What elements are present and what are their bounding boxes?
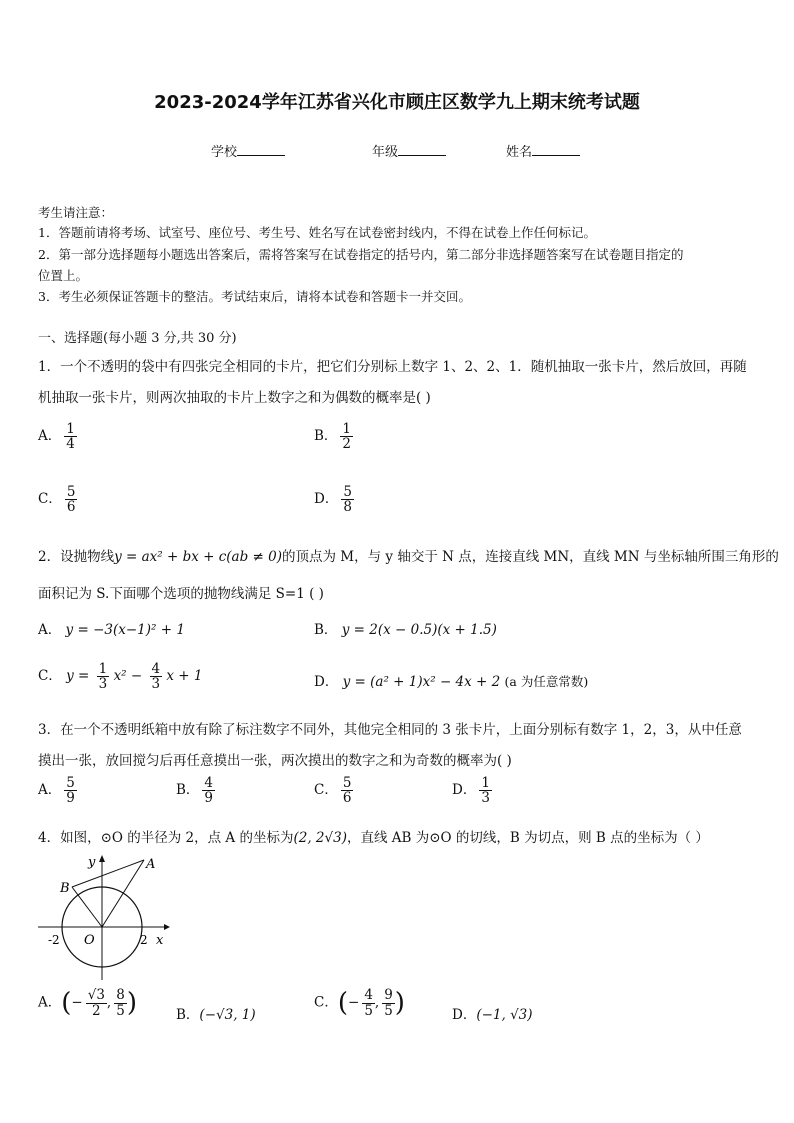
q4-option-d[interactable]: D．(−1, √3) — [452, 1007, 533, 1023]
tangent-ab — [72, 860, 144, 887]
section-heading: 一、选择题(每小题 3 分,共 30 分) — [38, 331, 237, 346]
name-label: 姓名 — [506, 145, 533, 160]
q1-stem-line1: 1．一个不透明的袋中有四张完全相同的卡片，把它们分别标上数字 1、2、2、1．随机抽取一张卡片，然后放回，再随 — [38, 359, 747, 375]
label-neg2: -2 — [48, 933, 60, 947]
q3-stem-line2: 摸出一张，放回搅匀后再任意摸出一张，两次摸出的数字之和为奇数的概率为( ) — [38, 753, 512, 769]
page-title: 2023-2024学年江苏省兴化市顾庄区数学九上期末统考试题 — [154, 92, 640, 113]
q4-option-a[interactable]: A．(− $\frac{√3}{2}$ , $\frac{8}{5}$ ) — [38, 987, 137, 1019]
segment-oa — [102, 860, 144, 927]
label-y: y — [88, 855, 96, 870]
q4-stem: 4．如图，⊙O 的半径为 2，点 A 的坐标为(2, 2√3)，直线 AB 为⊙O 的切线，B 为切点，则 B 点的坐标为（ ） — [38, 830, 709, 846]
circle-tangent-figure — [34, 852, 174, 984]
school-field[interactable] — [211, 141, 285, 160]
note-1: 1．答题前请将考场、试室号、座位号、考生号、姓名写在试卷密封线内，不得在试卷上作任何标记。 — [38, 225, 596, 240]
q2-option-b[interactable]: B． y = 2(x − 0.5)(x + 1.5) — [314, 622, 497, 638]
label-a: A — [146, 857, 156, 872]
q3-option-c[interactable]: C． $\frac{5}{6}$ — [314, 775, 352, 807]
segment-ob — [72, 887, 102, 927]
x-axis-arrow — [164, 924, 170, 930]
note-2: 2．第一部分选择题每小题选出答案后，需将答案写在试卷指定的括号内，第二部分非选择题答案写在试卷题目指定的 — [38, 247, 684, 262]
q3-option-b[interactable]: B． $\frac{4}{9}$ — [176, 775, 214, 807]
q3-stem-line1: 3．在一个不透明纸箱中放有除了标注数字不同外，其他完全相同的 3 张卡片，上面分别标有数字 1，2，3，从中任意 — [38, 722, 742, 738]
q1-option-b[interactable]: B． $\frac{1}{2}$ — [314, 421, 352, 453]
label-b: B — [60, 881, 70, 896]
label-x: x — [156, 933, 164, 948]
q1-option-a[interactable]: A． $\frac{1}{4}$ — [38, 421, 75, 453]
q2-option-d[interactable]: D． y = (a² + 1)x² − 4x + 2 (a 为任意常数) — [314, 674, 589, 690]
name-field[interactable] — [506, 141, 580, 160]
q2-stem-line2: 面积记为 S.下面哪个选项的抛物线满足 S=1 ( ) — [38, 586, 324, 602]
q2-stem-line1: 2．设抛物线y = ax² + bx + c(ab ≠ 0)的顶点为 M，与 y 轴交于 N 点，连接直线 MN，直线 MN 与坐标轴所围三角形的 — [38, 549, 779, 565]
q3-option-a[interactable]: A． $\frac{5}{9}$ — [38, 775, 75, 807]
notes-heading: 考生请注意： — [38, 205, 114, 220]
q1-stem-line2: 机抽取一张卡片，则两次抽取的卡片上数字之和为偶数的概率是( ) — [38, 390, 431, 406]
q2-option-a[interactable]: A． y = −3(x−1)² + 1 — [38, 622, 185, 638]
q1-option-d[interactable]: D． $\frac{5}{8}$ — [314, 484, 352, 516]
grade-label: 年级 — [372, 145, 399, 160]
label-pos2: 2 — [140, 933, 148, 947]
q4-option-b[interactable]: B．(−√3, 1) — [176, 1007, 256, 1023]
school-label: 学校 — [211, 145, 238, 160]
grade-field[interactable] — [372, 141, 446, 160]
label-o: O — [84, 933, 95, 948]
note-2-cont: 位置上。 — [38, 268, 89, 283]
note-3: 3．考生必须保证答题卡的整洁。考试结束后，请将本试卷和答题卡一并交回。 — [38, 289, 471, 304]
q4-option-c[interactable]: C．(− $\frac{4}{5}$ , $\frac{9}{5}$ ) — [314, 987, 405, 1019]
y-axis-arrow — [99, 855, 105, 862]
q2-option-c[interactable]: C． y = $\frac{1}{3}$ x² − $\frac{4}{3}$ x + 1 — [38, 661, 203, 693]
q3-option-d[interactable]: D． $\frac{1}{3}$ — [452, 775, 490, 807]
q1-option-c[interactable]: C． $\frac{5}{6}$ — [38, 484, 76, 516]
